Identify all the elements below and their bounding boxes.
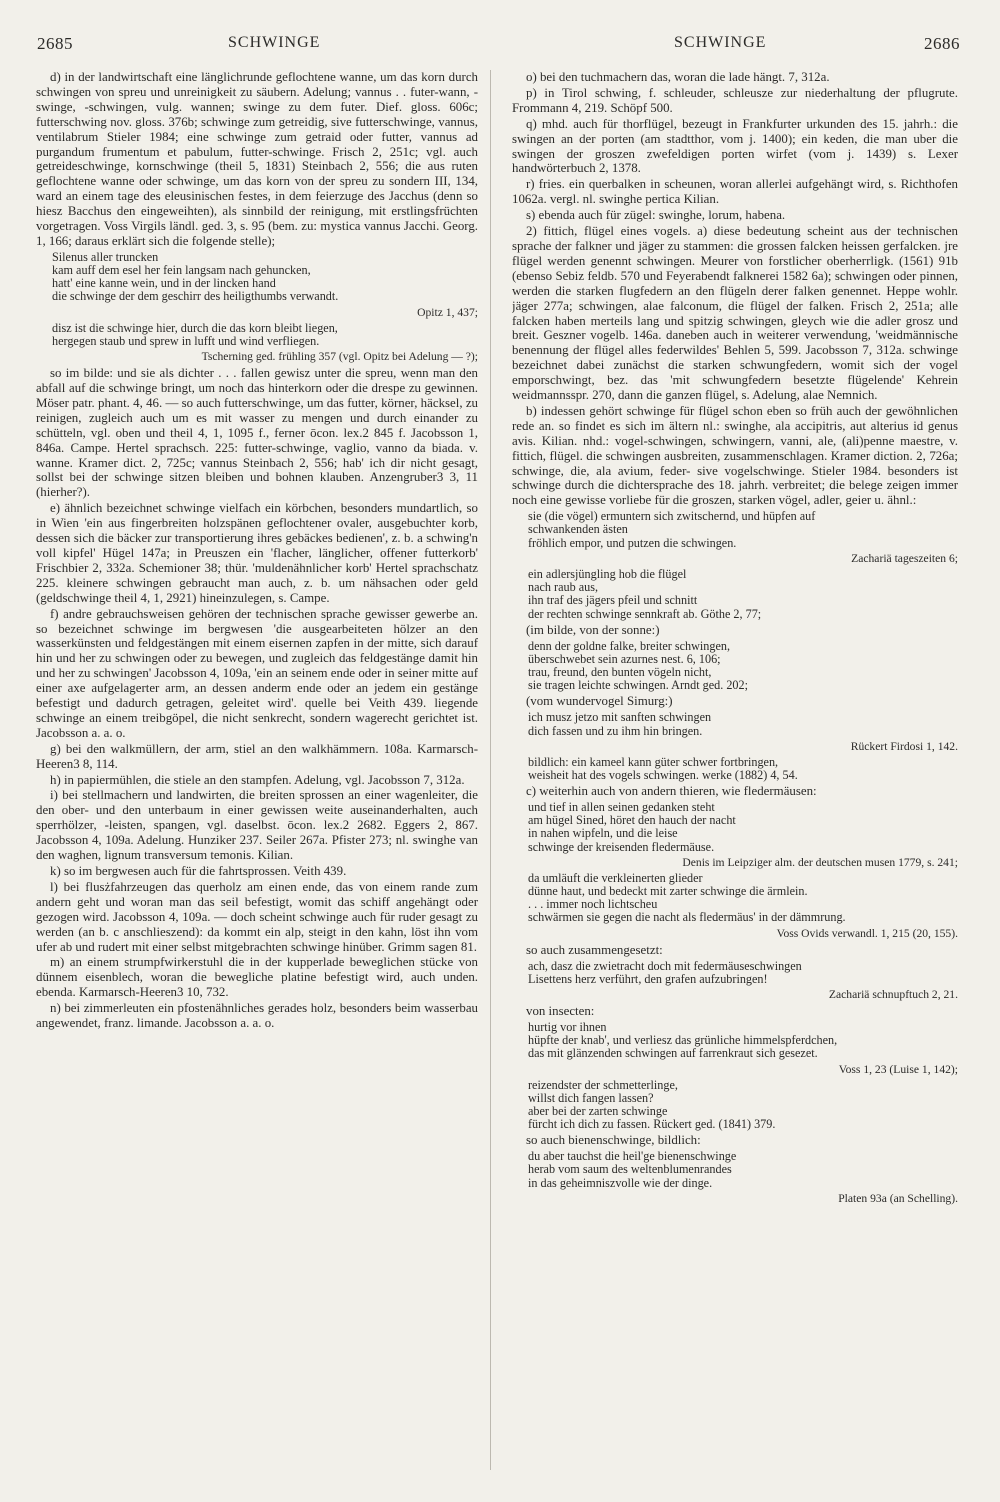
right-page-number: 2686 bbox=[924, 34, 960, 53]
paragraph: q) mhd. auch für thorflügel, bezeugt in Frankfurter urkunden des 15. jahrh.: die swingen an der porten (am stadtthor, vom j. 1400); ein keden, die man uber die swingen der groszen zwefeldigen porten wirfet (vom j. 1439) s. Lexer handwörterbuch 2, 1378. bbox=[512, 116, 958, 176]
quotation: und tief in allen seinen gedanken steht am hügel Sined, höret den hauch der nacht in nahen wipfeln, und die leise schwinge der kreisenden fledermäuse. bbox=[528, 800, 736, 854]
quotation: hurtig vor ihnen hüpfte der knab', und verliesz das grünliche himmelspferdchen, das mit glänzenden schwingen auf farrenkraut sich gesezet. bbox=[528, 1019, 838, 1061]
right-text-column bbox=[512, 70, 958, 1480]
paragraph: b) indessen gehört schwinge für flügel schon eben so früh auch der gewöhnlichen rede an. so findet es sich im ältern nl.: swinghe, ala accipitris, aut alterius id genus avis. Kilian. nhd.: vogel-schwingen, schwingern, vanni, ale, (ali)penne maestre, v. fittich, flügel. die schwingen ausbreiten, zusammenschlagen. Kramer diction. 2, 726a; schwinge, die, ala avium, feder- sive vogelschwinge. Stieler 1984. besonders ist schwinge durch die dichtersprache des 18. jahrh. verbreitet; die belege zeigen immer noch eine gewisse vorliebe für die groszen, starken vögel, adler, geier u. ähnl.: bbox=[512, 403, 958, 508]
paragraph: 2) fittich, flügel eines vogels. a) diese bedeutung scheint aus der technischen sprache der falkner und jäger zu stammen: die grossen falcken heissen gerfalcken. jre flügel werden genennt schwingen. Meurer von forstlicher oberherrligk. (1561) 91b (ebenso Sebiz feldb. 570 und Feyerabendt falknerei 1582 6a); schwingen oder pinnen, werden die starken flugfedern an den flügeln derer falken genennet. Heppe wohlr. jäger 277a; schwingen, alae falconum, die flügel der falken. Frisch 2, 251a; alle falcken haben merteils lang und spitzig schwingen, gleych wie die adler grosz und breit. Geszner vogelb. 146a. daneben auch in weiterer verwendung, 'weidmännische benennung der flügel alles federwildes' Behlen 5, 599. Jacobsson 7, 312a. schwinge bezeichnet dabei zunächst die starken schwungfedern, womit sich der vogel emporschwingt, bez. das 'mit schwungfedern besetzte flügelende' Kehrein weidmannsspr. 270, dann die ganzen flügel, s. Adelung, alae Nemnich. bbox=[512, 224, 958, 403]
paragraph: so auch zusammengesetzt: bbox=[526, 942, 663, 957]
page-header bbox=[0, 0, 1000, 60]
source-citation: Tscherning ged. frühling 357 (vgl. Opitz bei Adelung — ?); bbox=[201, 350, 478, 364]
left-running-headword: SCHWINGE bbox=[228, 34, 321, 51]
source-citation: Voss Ovids verwandl. 1, 215 (20, 155). bbox=[776, 926, 958, 940]
paragraph: h) in papiermühlen, die stiele an den stampfen. Adelung, vgl. Jacobsson 7, 312a. bbox=[50, 772, 465, 787]
right-running-headword: SCHWINGE bbox=[674, 34, 767, 51]
paragraph: k) so im bergwesen auch für die fahrtsprossen. Veith 439. bbox=[50, 864, 347, 878]
quotation: ich musz jetzo mit sanften schwingen dich fassen und zu ihm hin bringen. bbox=[528, 710, 712, 738]
quotation: sie (die vögel) ermuntern sich zwitschernd, und hüpfen auf schwankenden ästen fröhlich empor, und putzen die schwingen. bbox=[528, 509, 816, 550]
quotation: denn der goldne falke, breiter schwingen, überschwebet sein azurnes nest. 6, 106; trau, freund, den bunten vögeln nicht, sie tragen leichte schwingen. Arndt ged. 202; bbox=[528, 638, 748, 693]
paragraph: f) andre gebrauchsweisen gehören der technischen sprache gewisser gewerbe an. so bezeichnet schwinge im bergwesen 'die ausgearbeiteten hölzer an den wasserkünsten und feldgestängen mit einem eisernen zapfen in der mitte, sich darauf hin und her zu schwingen oder zu bewegen, und zugleich das feldgestänge damit hin und her zu schwingen' Jacobsson 4, 109a, 'ein an seinem ende oder in seiner mitte auf einer axe aufgelagerter arm, an dessen anderm ende oder an jedem ein gestänge befestigt und dadurch getragen, geleitet wird'. quelle bei Veith 439. liegende schwinge an einem treibgöpel, die nicht senkrecht, sondern wagerecht gerichtet ist. Jacobsson a. a. o. bbox=[36, 606, 478, 740]
paragraph: l) bei flusżfahrzeugen das querholz am einen ende, das von einem rande zum andern geht und woran man das seil befestigt, womit das schiff angehängt oder gezogen wird. Jacobsson 4, 109a. — doch scheint schwinge auch für ruder gesagt zu werden (an b. c anschlieszend): da kommt ein alp, steigt in den kahn, löst ihn vom ufer ab und rudert mit einer selbst mitgebrachten schwinge hinüber. Grimm sagen 81. bbox=[36, 879, 478, 954]
paragraph: (im bilde, von der sonne:) bbox=[526, 622, 660, 637]
quotation: du aber tauchst die heil'ge bienenschwinge herab vom saum des weltenblumenrandes in das geheimniszvolle wie der dinge. bbox=[528, 1149, 737, 1190]
source-citation: Denis im Leipziger alm. der deutschen musen 1779, s. 241; bbox=[682, 855, 958, 869]
paragraph: i) bei stellmachern und landwirten, die breiten sprossen an einer wagenleiter, die den ober- und den unterbaum in einer gewissen weite auseinanderhalten, auch sperrhölzer, -leisten, spangen, vgl. daselbst. ōcon. lex.2 2682. Eggers 2, 867. Jacobsson 4, 109a. Adelung. Hunziker 237. Seiler 267a. Pfister 273; nl. swinghe van den waghen, lignum transversum temonis. Kilian. bbox=[36, 788, 478, 863]
paragraph: s) ebenda auch für zügel: swinghe, lorum, habena. bbox=[526, 208, 786, 223]
source-citation: Voss 1, 23 (Luise 1, 142); bbox=[838, 1062, 958, 1076]
paragraph: von insecten: bbox=[526, 1003, 595, 1018]
quotation: ein adlersjüngling hob die flügel nach raub aus, ihn traf des jägers pfeil und schnitt der rechten schwinge sennkraft ab. Göthe 2, 77; bbox=[528, 566, 762, 621]
paragraph: so im bilde: und sie als dichter . . . fallen gewisz unter die spreu, wenn man den abfall auf die schwinge bringt, um noch das hinterkorn oder die drespe zu gewinnen. Möser patr. phant. 4, 46. — so auch futterschwinge, um das futter, körner, häcksel, zu reinigen, zugleich auch um es mit wasser zu mengen und durch einander zu schütteln, vgl. oben und theil 4, 1, 1095 f., ferner ōcon. lex.2 845 f. Jacobsson 1, 846a. Campe. Hertel sprachsch. 225: futter-schwinge, vaglio, vanno da biada. v. wanne. Kramer dict. 2, 725c; vannus Steinbach 2, 556; hab' ich dir nicht gesagt, sollst bei der schwinge sitzen bleiben und bohnen klauben. Anzengruber3 3, 11 (hierher?). bbox=[36, 366, 478, 500]
source-citation: Zachariä schnupftuch 2, 21. bbox=[828, 987, 958, 1001]
paragraph: c) weiterhin auch von andern thieren, wie fledermäusen: bbox=[526, 784, 817, 799]
paragraph: o) bei den tuchmachern das, woran die lade hängt. 7, 312a. bbox=[526, 70, 830, 84]
paragraph: g) bei den walkmüllern, der arm, stiel an den walkhämmern. 108a. Karmarsch-Heeren3 8, 114. bbox=[36, 741, 478, 771]
quotation: ach, dasz die zwietracht doch mit federmäuseschwingen Lisettens herz verführt, den grafen aufzubringen! bbox=[528, 958, 802, 986]
column-divider bbox=[490, 70, 491, 1470]
paragraph: r) fries. ein querbalken in scheunen, woran allerlei aufgehängt wird, s. Richthofen 1062a. vergl. nl. swinghe pertica Kilian. bbox=[512, 177, 958, 207]
source-citation: Platen 93a (an Schelling). bbox=[838, 1191, 958, 1205]
source-citation: Zachariä tageszeiten 6; bbox=[851, 551, 958, 565]
paragraph: (vom wundervogel Simurg:) bbox=[526, 694, 673, 709]
paragraph: e) ähnlich bezeichnet schwinge vielfach ein körbchen, besonders mundartlich, so in Wien 'ein aus fingerbreiten holzspänen geflochtener ovaler, ausgebuchter korb, dessen sich die bäcker zur transportierung ihres gebäckes bedienen', z. b. a schwing'n voll kipfel' Hügel 147a; in Preuszen ein 'flacher, länglicher, offener futterkorb' Frischbier 2, 332a. Schemioner 38; thür. 'muldenähnlicher korb' Hertel sprachschatz 225. kleinere schwingen gebraucht man auch, z. b. um nähsachen oder geld (geldschwinge theil 4, 1, 2921) hineinzulegen, s. Campe. bbox=[36, 501, 478, 605]
source-citation: Rückert Firdosi 1, 142. bbox=[850, 739, 958, 753]
quotation: da umläuft die verkleinerten glieder dünne haut, und bedeckt mit zarter schwinge die ärmlein. . . . immer noch lichtscheu schwärmen sie gegen die nacht als fledermäus' in der dämmrung. bbox=[528, 870, 846, 925]
source-citation: Opitz 1, 437; bbox=[417, 305, 478, 319]
paragraph: m) an einem strumpfwirkerstuhl die in der kupperlade beweglichen stücke von dünnem eisenblech, woran die bewegliche platine befestigt wird, auch unden. ebenda. Karmarsch-Heeren3 10, 732. bbox=[36, 955, 478, 1000]
left-text-column bbox=[36, 70, 478, 1480]
quotation: reizendster der schmetterlinge, willst dich fangen lassen? aber bei der zarten schwinge fürcht ich dich zu fassen. Rückert ged. (1841) 379. bbox=[528, 1077, 776, 1132]
quotation: bildlich: ein kameel kann güter schwer fortbringen, weisheit hat des vogels schwingen. werke (1882) 4, 54. bbox=[528, 754, 798, 782]
paragraph: d) in der landwirtschaft eine länglichrunde geflochtene wanne, um das korn durch schwingen von spreu und unreinigkeit zu säubern. Adelung; vannus . . futer-wann, -swinge, -schwingen, vulg. wannen; swinge zu dem futer. Dief. gloss. 606c; futterschwing nov. gloss. 376b; schwinge zum getreidig, sive futterschwinge, vannus, ventilabrum Stieler 1984; eine schwinge zum getraid oder futter, vannus ad purgandum frumentum et pabulum, futter-schwinge. Frisch 2, 251c; vgl. auch getreideschwinge, kornschwinge (theil 5, 1831) Steinbach 2, 556; die aus ruten geflochtene wanne oder schwinge, um das korn von der spreu zu sondern III, 134, ward an einem tage des eleusinischen festes, in dem feierzuge des Jacchus (denn so hiesz Bacchus den eingeweihten), als sinnbild der reinigung, mit erstlingsfrüchten vorgetragen. Voss Virgils ländl. ged. 3, s. 95 (bem. zu: mystica vannus Jacchi. Georg. 1, 166; daraus erklärt sich die folgende stelle); bbox=[36, 70, 478, 248]
paragraph: p) in Tirol schwing, f. schleuder, schleusze zur niederhaltung der pflugrute. Frommann 4, 219. Schöpf 500. bbox=[512, 85, 958, 115]
paragraph: n) bei zimmerleuten ein pfostenähnliches gerades holz, besonders beim wasserbau angewendet, franz. limande. Jacobsson a. a. o. bbox=[36, 1001, 478, 1031]
left-page-number: 2685 bbox=[37, 34, 73, 53]
quotation: disz ist die schwinge hier, durch die das korn bleibt liegen, hergegen staub und sprew in lufft und wind verfliegen. bbox=[52, 320, 338, 348]
paragraph: so auch bienenschwinge, bildlich: bbox=[526, 1133, 701, 1148]
quotation: Silenus aller truncken kam auff dem esel her fein langsam nach gehuncken, hatt' eine kanne wein, und in der lincken hand die schwinge der dem geschirr des heiligthumbs verwandt. bbox=[52, 249, 339, 304]
